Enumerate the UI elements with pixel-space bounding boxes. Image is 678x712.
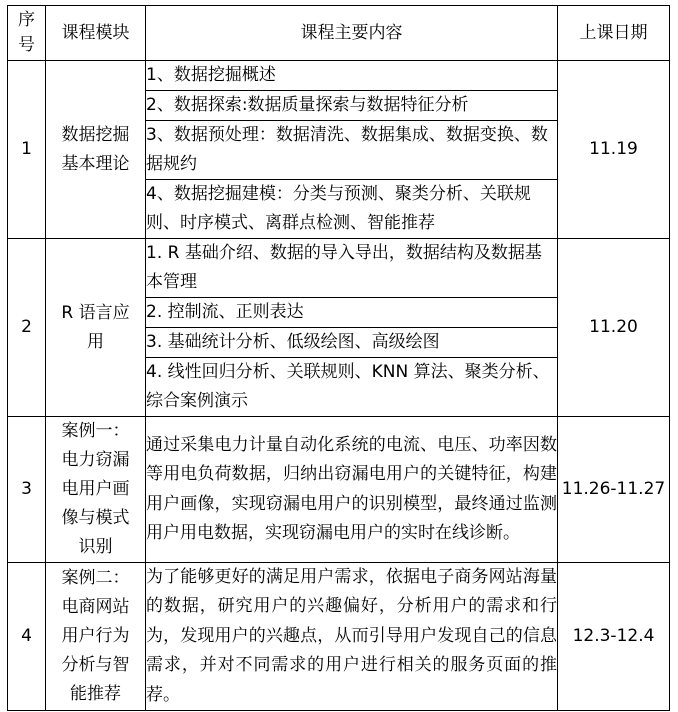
syllabus-table bbox=[7, 5, 670, 711]
content-item: 2. 控制流、正则表达 bbox=[146, 298, 558, 328]
content-item: 1、数据挖掘概述 bbox=[146, 61, 558, 91]
header-date: 上课日期 bbox=[558, 6, 670, 61]
row-date: 11.19 bbox=[558, 61, 670, 239]
content-item: 4. 线性回归分析、关联规则、KNN 算法、聚类分析、综合案例演示 bbox=[146, 358, 558, 417]
table-row bbox=[8, 417, 670, 563]
row-module bbox=[46, 61, 146, 239]
content-paragraph: 为了能够更好的满足用户需求，依据电子商务网站海量的数据，研究用户的兴趣偏好，分析用户的需求和行为，发现用户的兴趣点，从而引导用户发现自己的信息需求，并对不同需求的用户进行相关的服务页面的推荐。 bbox=[146, 563, 558, 711]
content-item: 4、数据挖掘建模：分类与预测、聚类分析、关联规则、时序模式、离群点检测、智能推荐 bbox=[146, 180, 558, 239]
header-content: 课程主要内容 bbox=[146, 6, 558, 61]
row-date: 11.20 bbox=[558, 239, 670, 417]
row-date: 12.3-12.4 bbox=[558, 563, 670, 711]
header-no: 序号 bbox=[8, 6, 46, 61]
row-module bbox=[46, 417, 146, 563]
table-row bbox=[8, 239, 670, 298]
table-row bbox=[8, 563, 670, 711]
content-item: 2、数据探索:数据质量探索与数据特征分析 bbox=[146, 91, 558, 121]
table-row bbox=[8, 61, 670, 91]
row-no: 2 bbox=[8, 239, 46, 417]
content-item: 1. R 基础介绍、数据的导入导出，数据结构及数据基本管理 bbox=[146, 239, 558, 298]
header-row bbox=[8, 6, 670, 61]
row-module bbox=[46, 563, 146, 711]
module-name: 案例二：电商网站用户行为分析与智能推荐 bbox=[61, 568, 130, 705]
content-item: 3、数据预处理：数据清洗、数据集成、数据变换、数据规约 bbox=[146, 121, 558, 180]
content-item: 3. 基础统计分析、低级绘图、高级绘图 bbox=[146, 328, 558, 358]
row-date: 11.26-11.27 bbox=[558, 417, 670, 563]
module-name: R 语言应用 bbox=[61, 302, 130, 352]
module-name: 数据挖掘基本理论 bbox=[61, 124, 130, 174]
row-no: 3 bbox=[8, 417, 46, 563]
header-module: 课程模块 bbox=[46, 6, 146, 61]
row-no: 4 bbox=[8, 563, 46, 711]
row-no: 1 bbox=[8, 61, 46, 239]
row-module bbox=[46, 239, 146, 417]
content-paragraph: 通过采集电力计量自动化系统的电流、电压、功率因数等用电负荷数据，归纳出窃漏电用户的关键特征，构建用户画像，实现窃漏电用户的识别模型，最终通过监测用户用电数据，实现窃漏电用户的实时在线诊断。 bbox=[146, 417, 558, 563]
module-name: 案例一：电力窃漏电用户画像与模式识别 bbox=[61, 421, 130, 557]
